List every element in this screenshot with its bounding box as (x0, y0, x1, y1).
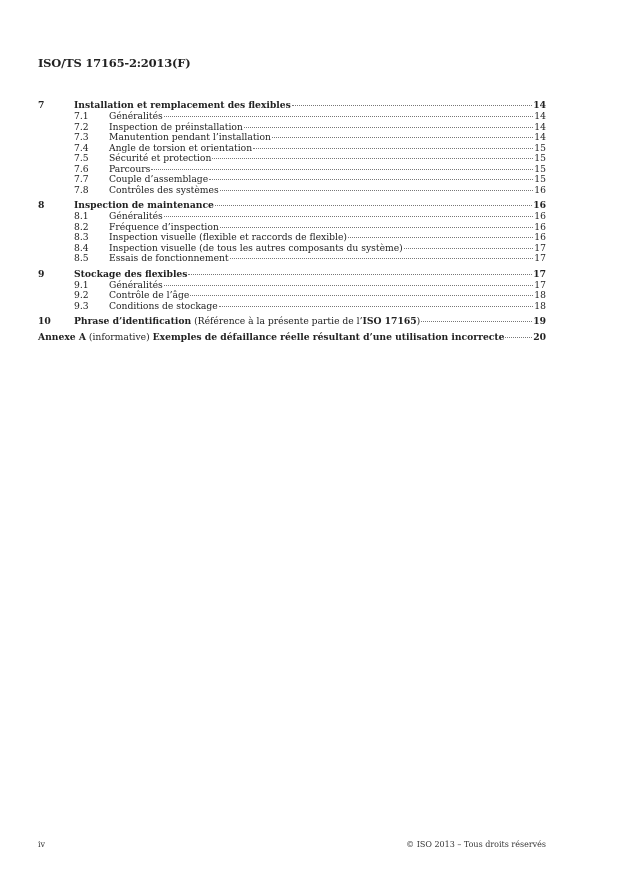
toc-entry-title: Couple d’assemblage (109, 174, 209, 185)
toc-entry-page: 19 (533, 316, 546, 327)
toc-entry-page: 14 (533, 100, 546, 111)
toc-entry-number: 7.2 (74, 121, 89, 133)
toc-entry-number: 7.3 (74, 132, 89, 143)
dot-leader (151, 169, 533, 170)
toc-entry-9-2[interactable] (38, 291, 546, 302)
toc-entry-page: 15 (534, 174, 546, 185)
toc-entry-title: Inspection de préinstallation (109, 121, 243, 133)
toc-entry-number: 7.8 (74, 184, 89, 196)
title-bold: Phrase d’identification (74, 316, 192, 327)
toc-entry-title: Contrôle de l’âge (109, 290, 190, 301)
toc-entry-title: Généralités (109, 279, 163, 291)
toc-entry-title (38, 332, 504, 344)
toc-entry-title: Inspection de maintenance (74, 200, 214, 211)
toc-entry-number: 8.1 (74, 211, 89, 222)
dot-leader (164, 116, 534, 117)
toc-entry-title (74, 316, 420, 328)
toc-entry-page: 15 (534, 153, 546, 164)
dot-leader (209, 179, 533, 180)
dot-leader (230, 258, 534, 259)
toc-entry-page: 20 (533, 332, 546, 343)
copyright-notice: © ISO 2013 – Tous droits réservés (406, 840, 546, 849)
dot-leader (164, 285, 534, 286)
toc-entry-title: Généralités (109, 211, 163, 222)
toc-entry-clause-10[interactable] (38, 316, 546, 328)
toc-entry-title: Installation et remplacement des flexibles (74, 100, 291, 111)
page-number: iv (38, 840, 46, 849)
dot-leader (421, 321, 532, 322)
dot-leader (188, 274, 532, 275)
annex-title: Exemples de défaillance réelle résultant d’une utilisation incorrecte (152, 332, 505, 343)
toc-entry-page: 14 (534, 132, 546, 143)
dot-leader (272, 137, 533, 138)
toc-entry-number: 7.6 (74, 163, 89, 175)
toc-entry-number: 7.7 (74, 174, 89, 185)
toc-entry-page: 17 (534, 242, 546, 254)
dot-leader (164, 216, 534, 217)
toc-entry-title: Angle de torsion et orientation (109, 142, 253, 154)
toc-entry-number: 7.5 (74, 153, 89, 164)
toc-entry-number: 10 (38, 316, 51, 327)
toc-entry-9[interactable] (38, 269, 546, 281)
toc-entry-annex-a[interactable] (38, 332, 546, 344)
dot-leader (253, 148, 533, 149)
dot-leader (244, 127, 533, 128)
toc-entry-title: Inspection visuelle (de tous les autres composants du système) (109, 242, 403, 254)
dot-leader (220, 190, 534, 191)
toc-entry-8-3[interactable] (38, 233, 546, 244)
toc-entry-title: Généralités (109, 111, 163, 122)
toc-entry-title: Contrôles des systèmes (109, 184, 219, 196)
dot-leader (190, 295, 533, 296)
toc-entry-page: 15 (534, 163, 546, 175)
title-close: ) (416, 316, 421, 327)
toc-entry-page: 17 (533, 268, 546, 280)
toc-entry-number: 7.4 (74, 142, 89, 154)
dot-leader (219, 306, 534, 307)
annex-label: Annexe A (38, 332, 86, 343)
toc-entry-8-5[interactable] (38, 254, 546, 265)
dot-leader (505, 337, 532, 338)
dot-leader (215, 205, 532, 206)
toc-entry-number: 7 (38, 100, 45, 111)
toc-entry-page: 16 (534, 211, 546, 222)
table-of-contents (38, 100, 546, 344)
toc-entry-page: 15 (534, 142, 546, 154)
dot-leader (212, 158, 533, 159)
toc-entry-page: 16 (534, 221, 546, 233)
toc-entry-page: 14 (534, 111, 546, 122)
toc-entry-7-7[interactable] (38, 175, 546, 186)
toc-entry-page: 17 (534, 253, 546, 264)
toc-entry-page: 16 (534, 184, 546, 196)
toc-entry-number: 8.2 (74, 221, 89, 233)
dot-leader (348, 237, 533, 238)
toc-entry-number: 9 (38, 268, 45, 280)
toc-entry-title: Parcours (109, 163, 151, 175)
toc-entry-7-5[interactable] (38, 154, 546, 165)
annex-type: (informative) (85, 332, 153, 343)
toc-entry-7-3[interactable] (38, 133, 546, 144)
toc-entry-page: 18 (534, 290, 546, 301)
toc-entry-number: 8.3 (74, 232, 89, 243)
dot-leader (292, 105, 532, 106)
iso-reference: ISO 17165 (362, 316, 417, 327)
toc-entry-page: 16 (533, 200, 546, 211)
toc-entry-title: Conditions de stockage (109, 300, 218, 312)
toc-entry-page: 16 (534, 232, 546, 243)
dot-leader (404, 248, 534, 249)
toc-entry-8-1[interactable] (38, 212, 546, 223)
toc-entry-title: Fréquence d’inspection (109, 221, 219, 233)
toc-entry-9-3[interactable] (38, 302, 546, 313)
toc-entry-title: Essais de fonctionnement (109, 253, 229, 264)
toc-entry-7-8[interactable] (38, 186, 546, 197)
toc-entry-title: Inspection visuelle (flexible et raccords de flexible) (109, 232, 348, 243)
toc-entry-page: 14 (534, 121, 546, 133)
toc-entry-number: 9.3 (74, 300, 89, 312)
toc-entry-number: 8 (38, 200, 45, 211)
toc-entry-title: Sécurité et protection (109, 153, 212, 164)
document-header: ISO/TS 17165-2:2013(F) (38, 56, 191, 70)
toc-entry-number: 9.2 (74, 290, 89, 301)
toc-entry-page: 17 (534, 279, 546, 291)
toc-entry-number: 9.1 (74, 279, 89, 291)
toc-entry-title: Stockage des flexibles (74, 268, 188, 280)
title-normal: (Référence à la présente partie de l’ (191, 316, 363, 327)
toc-entry-number: 7.1 (74, 111, 89, 122)
toc-entry-7-1[interactable] (38, 112, 546, 123)
dot-leader (220, 227, 534, 228)
toc-entry-number: 8.4 (74, 242, 89, 254)
toc-entry-number: 8.5 (74, 253, 89, 264)
toc-entry-title: Manutention pendant l’installation (109, 132, 271, 143)
toc-entry-page: 18 (534, 300, 546, 312)
